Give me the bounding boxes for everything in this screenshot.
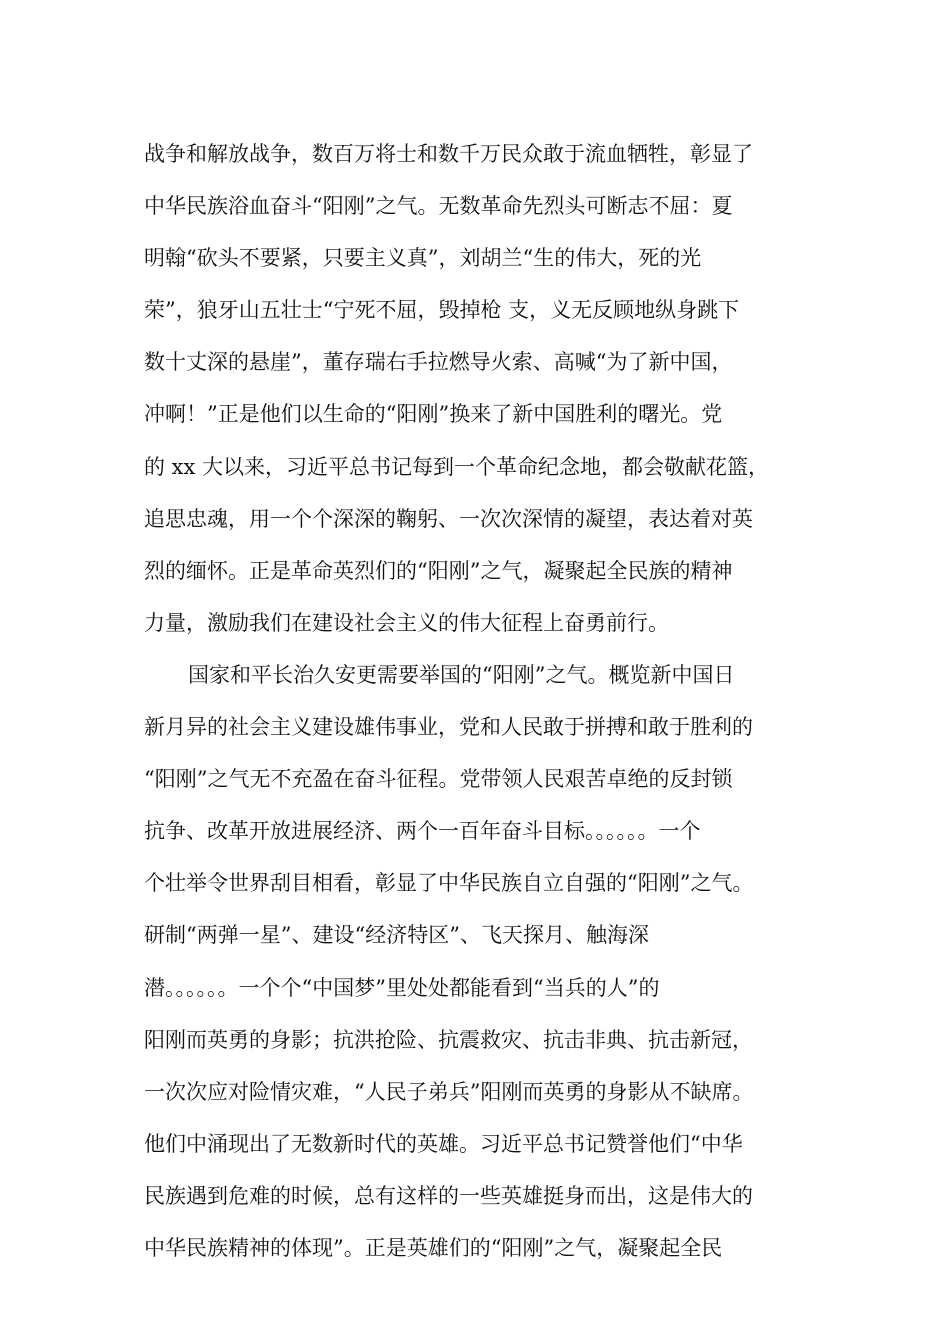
text-line-17: 潜。。。。。。一个个“中国梦”里处处都能看到“当兵的人”的 [144, 975, 660, 1000]
text-line-7: 的 xx 大以来，习近平总书记每到一个革命纪念地，都会敬献花篮， [144, 454, 770, 479]
text-line-16: 研制“两弹一星”、建设“经济特区”、飞天探月、触海深 [144, 923, 649, 948]
text-line-5: 数十丈深的悬崖”，董存瑞右手拉燃导火索、高喊“为了新中国， [144, 350, 733, 375]
text-line-19: 一次次应对险情灾难，“人民子弟兵”阳刚而英勇的身影从不缺席。 [144, 1079, 754, 1104]
text-line-10: 力量，激励我们在建设社会主义的伟大征程上奋勇前行。 [144, 610, 669, 635]
text-line-9: 烈的缅怀。正是革命英烈们的“阳刚”之气，凝聚起全民族的精神 [144, 558, 733, 583]
text-line-22: 中华民族精神的体现”。正是英雄们的“阳刚”之气，凝聚起全民 [144, 1235, 723, 1260]
text-line-3: 明翰“砍头不要紧，只要主义真”，刘胡兰“生的伟大，死的光 [144, 246, 702, 271]
text-line-4: 荣”，狼牙山五壮士“宁死不屈，毁掉枪 支，义无反顾地纵身跳下 [144, 298, 740, 323]
document-body [144, 128, 820, 1274]
text-line-14: 抗争、改革开放进展经济、两个一百年奋斗目标。。。。。。一个 [144, 819, 701, 844]
text-line-12: 新月异的社会主义建设雄伟事业，党和人民敢于拼搏和敢于胜利的 [144, 715, 753, 740]
text-line-2: 中华民族浴血奋斗“阳刚”之气。无数革命先烈头可断志不屈：夏 [144, 194, 733, 219]
text-line-13: “阳刚”之气无不充盈在奋斗征程。党带领人民艰苦卓绝的反封锁 [144, 767, 733, 792]
paragraph-start-line: 国家和平长治久安更需要举国的“阳刚”之气。概览新中国日 [188, 662, 735, 687]
text-line-20: 他们中涌现出了无数新时代的英雄。习近平总书记赞誉他们“中华 [144, 1131, 743, 1156]
text-line-8: 追思忠魂，用一个个深深的鞠躬、一次次深情的凝望，表达着对英 [144, 506, 753, 531]
text-line-21: 民族遇到危难的时候，总有这样的一些英雄挺身而出，这是伟大的 [144, 1183, 753, 1208]
text-line-1: 战争和解放战争，数百万将士和数千万民众敢于流血牺牲，彰显了 [144, 142, 753, 166]
text-line-15: 个壮举令世界刮目相看，彰显了中华民族自立自强的“阳刚”之气。 [144, 871, 754, 896]
text-line-6: 冲啊！”正是他们以生命的“阳刚”换来了新中国胜利的曙光。党 [144, 402, 723, 427]
text-line-18: 阳刚而英勇的身影；抗洪抢险、抗震救灾、抗击非典、抗击新冠， [144, 1027, 753, 1052]
